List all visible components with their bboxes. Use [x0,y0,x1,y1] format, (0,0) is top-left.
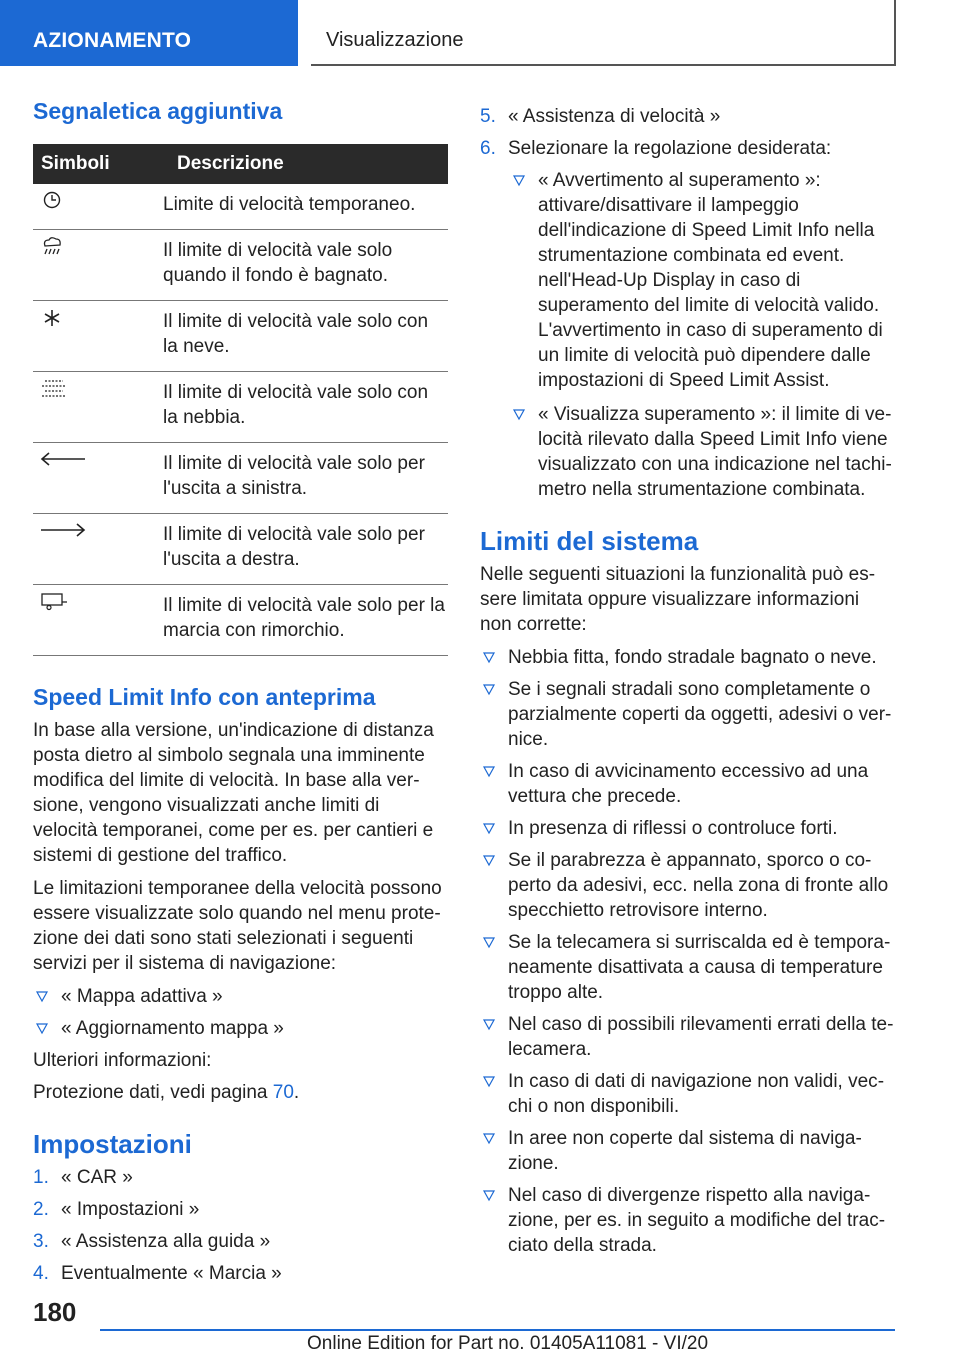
paragraph-limits-intro: Nelle seguenti situazioni la funzionalità può essere limitata oppure visualizzare informazioni non corrette: [480,564,876,635]
table-row [33,443,448,514]
clock-icon [39,190,65,210]
triangle-bullet-icon [35,1021,49,1035]
right-column [480,104,895,1265]
page-link[interactable]: 70 [272,1082,294,1103]
triangle-bullet-icon [482,821,496,835]
list-item: Se il parabrezza è appannato, sporco o coperto da adesivi, ecc. nella zona di fronte allo specchietto retrovisore interno. [480,848,895,923]
table-cell-desc: Il limite di velocità vale solo con la nebbia. [163,372,448,443]
list-item: Se la telecamera si surriscalda ed è temporaneamente disattivata a causa di temperature troppo alte. [480,930,895,1005]
table-row [33,585,448,656]
list-item: In presenza di riflessi o controluce forti. [480,816,895,841]
page-number: 180 [33,1297,77,1327]
table-cell-desc: Il limite di velocità vale solo per l'uscita a sinistra. [163,443,448,514]
paragraph-temporary-limits: Le limitazioni temporanee della velocità possono essere visualizzate solo quando nel menu protezione dei dati sono stati selezionati i seguenti servizi per il sistema di navigazione: [33,878,442,974]
list-item: In caso di avvicinamento eccessivo ad una vettura che precede. [480,759,895,809]
table-row [33,301,448,372]
snowflake-icon [39,307,65,329]
rain-icon [39,236,65,258]
page-header [0,0,960,66]
list-item: Nel caso di divergenze rispetto alla navigazione, per es. in seguito a modifiche del tracciato della strada. [480,1183,895,1258]
heading-additional-signs: Segnaletica aggiuntiva [33,98,283,124]
list-item: 5. « Assistenza di velocità » [480,106,721,127]
triangle-bullet-icon [512,407,526,421]
triangle-bullet-icon [482,1188,496,1202]
list-item: 1. « CAR » [33,1167,133,1188]
table-row [33,230,448,301]
settings-steps-continued [480,104,895,161]
triangle-bullet-icon [482,1017,496,1031]
table-cell-desc: Il limite di velocità vale solo per l'uscita a destra. [163,514,448,585]
limits-list [480,645,895,1258]
list-item: 4. Eventualmente « Marcia » [33,1263,282,1284]
table-row [33,372,448,443]
triangle-bullet-icon [482,1131,496,1145]
list-item: 6. Selezionare la regolazione desiderata: [480,138,832,159]
list-item: 3. « Assistenza alla guida » [33,1231,271,1252]
arrow-right-icon [39,520,87,540]
table-cell-desc: Il limite di velocità vale solo per la marcia con rimorchio. [163,585,448,656]
list-item: « Mappa adattiva » [33,984,448,1009]
list-item: « Visualizza superamento »: il limite di velocità rilevato dalla Speed Limit Info viene visualizzato con una indicazione nel tachimetro nella strumentazione combinata. [480,402,895,502]
table-cell-desc: Il limite di velocità vale solo con la neve. [163,301,448,372]
heading-system-limits: Limiti del sistema [480,526,699,556]
arrow-left-icon [39,449,87,469]
paragraph-preview: In base alla versione, un'indicazione di distanza posta dietro al simbolo segnala una imminente modifica del limite di velocità. In base alla versione, vengono visualizzati anche limiti di velocità temporanei, come per es. per cantieri e sistemi di gestione del traffico. [33,720,434,866]
list-item: Se i segnali stradali sono completamente o parzialmente coperti da oggetti, adesivi o vernice. [480,677,895,752]
triangle-bullet-icon [482,853,496,867]
privacy-reference: Protezione dati, vedi pagina 70. [33,1082,300,1103]
list-item: Nebbia fitta, fondo stradale bagnato o neve. [480,645,895,670]
triangle-bullet-icon [482,682,496,696]
chapter-tab: Visualizzazione [311,0,896,66]
triangle-bullet-icon [35,989,49,1003]
triangle-bullet-icon [482,935,496,949]
col-description: Descrizione [163,144,448,184]
table-row [33,184,448,230]
triangle-bullet-icon [482,764,496,778]
trailer-icon [39,591,69,613]
fog-icon [39,378,69,400]
options-list [480,168,895,502]
col-symbols: Simboli [33,144,163,184]
triangle-bullet-icon [482,650,496,664]
footer-edition: Online Edition for Part no. 01405A11081 - VI/20 [307,1333,709,1354]
list-item: « Avvertimento al superamento »: attivare/disattivare il lampeggio dell'indicazione di Speed Limit Info nella strumentazione combinata ed event. nell'Head-Up Display in caso di superamento del limite di velocità valido. L'avvertimento in caso di superamento di un limite di velocità può dipendere dalle impostazioni di Speed Limit Assist. [480,168,895,393]
list-item: In caso di dati di navigazione non validi, vecchi o non disponibili. [480,1069,895,1119]
heading-speed-limit-preview: Speed Limit Info con anteprima [33,684,376,710]
settings-steps [33,1165,448,1286]
table-row [33,514,448,585]
symbols-table [33,144,448,656]
heading-settings: Impostazioni [33,1129,192,1159]
list-item: Nel caso di possibili rilevamenti errati della telecamera. [480,1012,895,1062]
section-tab: AZIONAMENTO [0,0,298,66]
list-item: « Aggiornamento mappa » [33,1016,448,1041]
table-cell-desc: Limite di velocità temporaneo. [163,184,448,230]
table-cell-desc: Il limite di velocità vale solo quando il fondo è bagnato. [163,230,448,301]
list-item: In aree non coperte dal sistema di navigazione. [480,1126,895,1176]
triangle-bullet-icon [482,1074,496,1088]
triangle-bullet-icon [512,173,526,187]
services-list [33,984,448,1041]
more-info-label: Ulteriori informazioni: [33,1050,212,1071]
table-header-row [33,144,448,184]
left-column [33,96,448,1293]
list-item: 2. « Impostazioni » [33,1199,200,1220]
footer-divider [100,1329,895,1331]
